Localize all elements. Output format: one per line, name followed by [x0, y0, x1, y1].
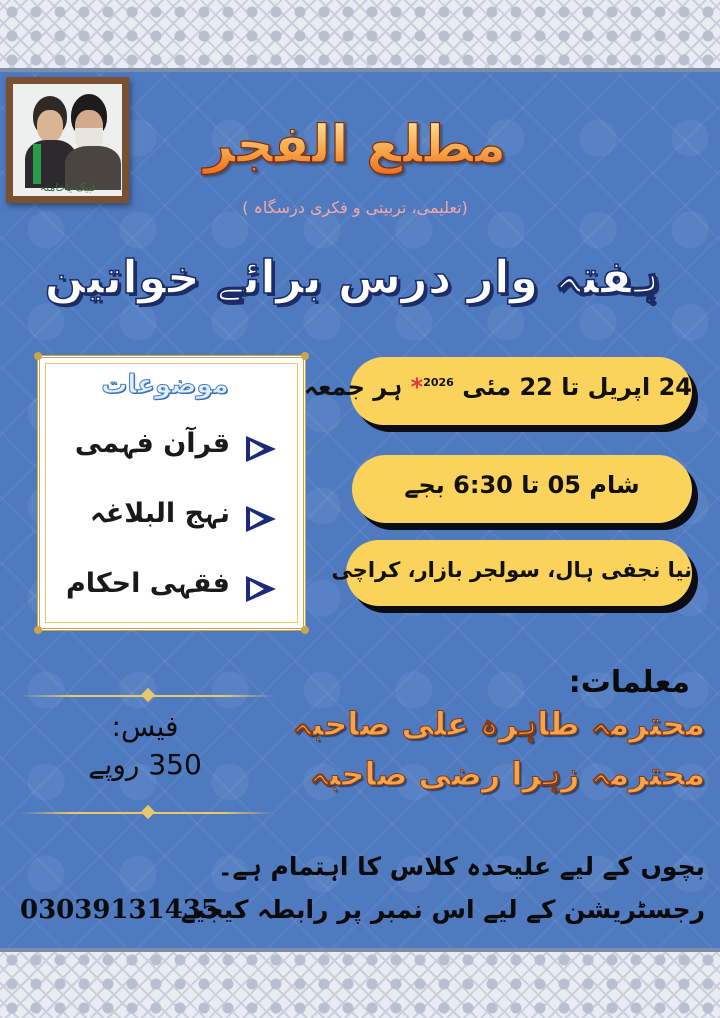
date-line — [303, 373, 692, 401]
topics-heading: موضوعات — [101, 370, 229, 400]
teacher-name: محترمہ طاہرہ علی صاحبہ — [292, 705, 705, 743]
year-superscript: 2026 — [423, 376, 454, 389]
date-range: 24 اپریل تا 22 مئی — [462, 373, 692, 401]
divider-ornament — [20, 695, 275, 697]
topic-item: فقہی احکام — [66, 568, 230, 599]
fee-amount: 350 روپے — [88, 748, 202, 781]
time-text: شام 05 تا 6:30 بجے — [404, 471, 640, 499]
teacher-name: محترمہ زہرا رضی صاحبہ — [309, 755, 705, 793]
divider-gem-icon — [140, 688, 154, 702]
venue-pill — [331, 540, 692, 606]
institute-subtitle: (تعلیمی، تربیتی و فکری درسگاہ ) — [242, 198, 468, 217]
divider-gem-icon — [140, 805, 154, 819]
topic-item: نہج البلاغہ — [90, 498, 230, 529]
corner-ornament — [34, 626, 42, 634]
date-pill — [303, 357, 692, 425]
photo-inner — [13, 84, 122, 196]
corner-ornament — [301, 626, 309, 634]
top-ornamental-band — [0, 0, 720, 72]
phone-number[interactable]: 03039131435 — [20, 895, 219, 925]
registration-note: رجسٹریشن کے لیے اس نمبر پر رابطہ کیجیے — [180, 895, 705, 924]
green-stole — [33, 144, 41, 184]
children-note: بچوں کے لیے علیحدہ کلاس کا اہتمام ہے۔ — [217, 852, 705, 881]
time-pill — [352, 455, 692, 523]
day-text: ہر جمعہ — [303, 373, 403, 401]
fee-label: فیس: — [111, 710, 179, 743]
topic-item: قرآن فہمی — [74, 428, 230, 459]
divider-ornament — [20, 812, 275, 814]
arrow-icon — [246, 506, 276, 532]
leaders-photo — [6, 77, 129, 203]
bottom-ornamental-band — [0, 948, 720, 1018]
corner-ornament — [34, 352, 42, 360]
venue-text: نیا نجفی ہال، سولجر بازار، کراچی — [331, 558, 692, 582]
star-icon: * — [410, 373, 424, 401]
institute-title: مطلع الفجر — [175, 115, 535, 175]
teachers-label: معلمات: — [568, 665, 690, 700]
corner-ornament — [301, 352, 309, 360]
arrow-icon — [246, 576, 276, 602]
face-left — [37, 110, 63, 142]
arrow-icon — [246, 436, 276, 462]
photo-caption: لبیک یاخامنہ — [39, 181, 96, 194]
event-headline: ہفتہ وار درس برائے خواتین — [44, 250, 660, 304]
